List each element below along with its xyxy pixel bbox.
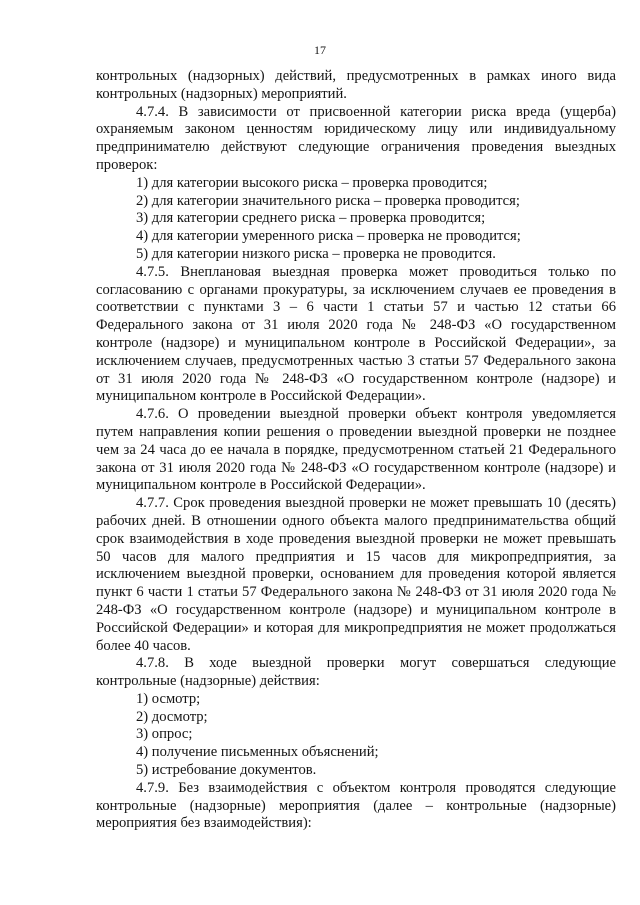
list-item: 4) для категории умеренного риска – проверка не проводится;: [136, 228, 521, 245]
list-item: 5) истребование документов.: [136, 762, 317, 779]
list-item: 3) опрос;: [136, 726, 193, 743]
paragraph-4-7-9: 4.7.9. Без взаимодействия с объектом контроля проводятся следующие контрольные (надзорные) мероприятия (далее – контрольные (надзорные) мероприятия без взаимодействия):: [96, 779, 616, 832]
list-item: 3) для категории среднего риска – проверка проводится;: [136, 210, 486, 227]
list-item: 2) для категории значительного риска – проверка проводится;: [136, 192, 520, 209]
paragraph-4-7-7: 4.7.7. Срок проведения выездной проверки не может превышать 10 (десять) рабочих дней. В отношении одного объекта малого предпринимательства общий срок взаимодействия в ходе проведения выездной проверки не может превышать 50 часов для малого предприятия и 15 часов для микропредприятия, за исключением выездной проверки, основанием для проведения которой является пункт 6 части 1 статьи 57 Федерального закона № 248-ФЗ от 31 июля 2020 года № 248-ФЗ «О государственном контроле (надзоре) и муниципальном контроле в Российской Федерации» и которая для микропредприятия не может продолжаться более 40 часов.: [96, 495, 616, 654]
list-item: 4) получение письменных объяснений;: [136, 744, 379, 761]
list-item: 2) досмотр;: [136, 708, 208, 725]
paragraph-4-7-8: 4.7.8. В ходе выездной проверки могут совершаться следующие контрольные (надзорные) действия:: [96, 655, 616, 690]
list-item: 1) осмотр;: [136, 690, 201, 707]
paragraph-4-7-6: 4.7.6. О проведении выездной проверки объект контроля уведомляется путем направления копии решения о проведении выездной проверки не позднее чем за 24 часа до ее начала в порядке, предусмотренном статьей 21 Федерального закона от 31 июля 2020 года № 248-ФЗ «О государственном контроле (надзоре) и муниципальном контроле в Российской Федерации».: [96, 406, 616, 494]
list-item: 1) для категории высокого риска – проверка проводится;: [136, 174, 488, 191]
paragraph-4-7-5: 4.7.5. Внеплановая выездная проверка может проводиться только по согласованию с органами прокуратуры, за исключением случаев ее проведения в соответствии с пунктами 3 – 6 части 1 статьи 57 и частью 12 статьи 66 Федерального закона от 31 июля 2020 года № 248-ФЗ «О государственном контроле (надзоре) и муниципальном контроле в Российской Федерации», за исключением случаев, предусмотренных частью 3 статьи 57 Федерального закона от 31 июля 2020 года № 248-ФЗ «О государственном контроле (надзоре) и муниципальном контроле в Российской Федерации».: [96, 263, 616, 405]
paragraph-4-7-4: 4.7.4. В зависимости от присвоенной категории риска вреда (ущерба) охраняемым законом ценностям юридическому лицу или индивидуальному предпринимателю действуют следующие ограничения проведения выездных проверок:: [96, 103, 616, 173]
list-item: 5) для категории низкого риска – проверка не проводится.: [136, 245, 496, 262]
page-number: 17: [314, 43, 326, 57]
paragraph-continuation: контрольных (надзорных) действий, предусмотренных в рамках иного вида контрольных (надзорных) мероприятий.: [96, 68, 616, 102]
document-body: [96, 68, 616, 833]
